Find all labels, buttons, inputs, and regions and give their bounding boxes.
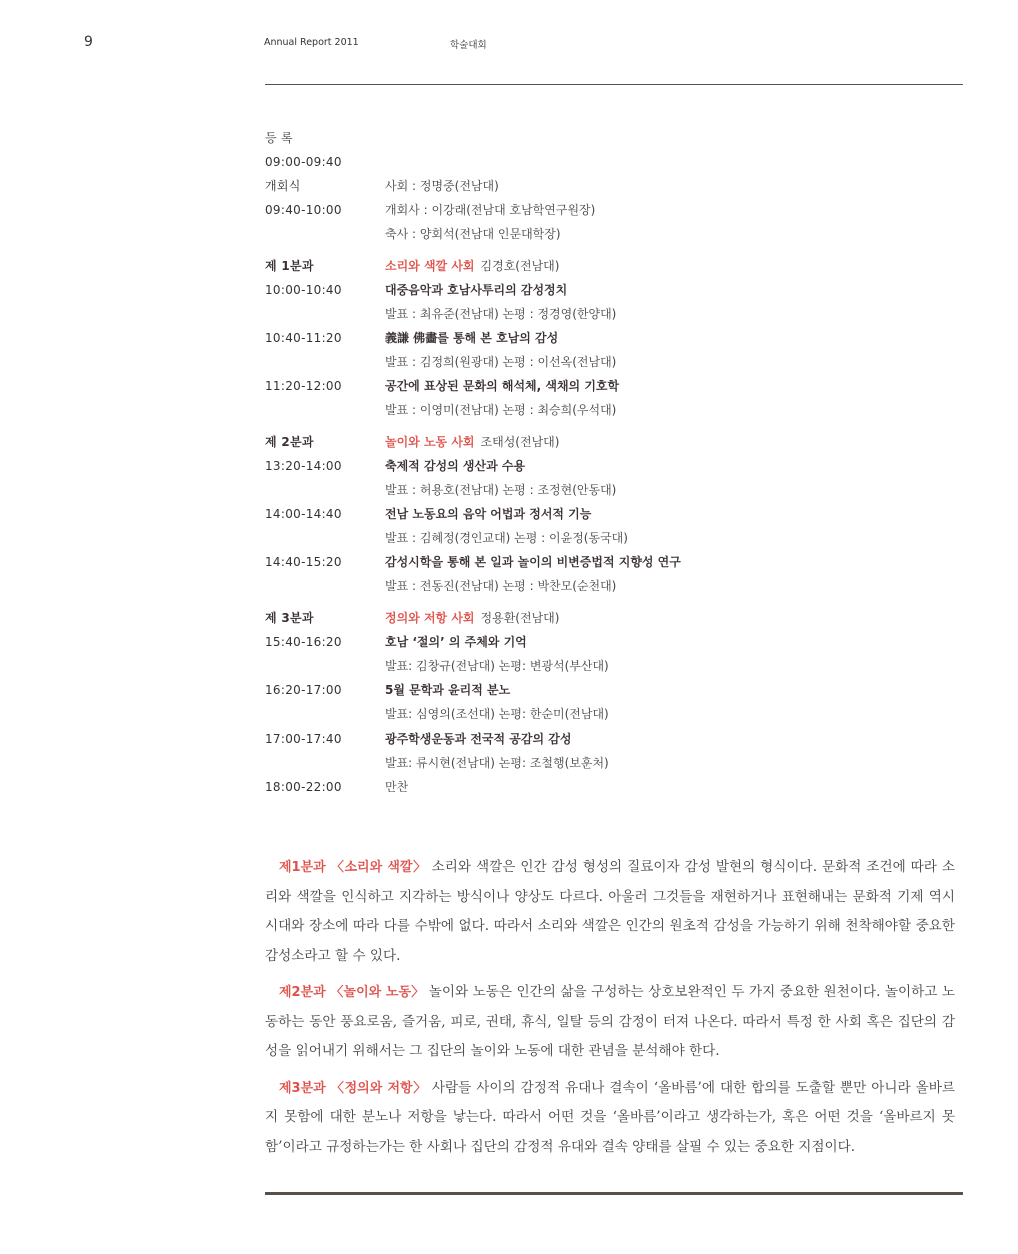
session-label: 제 3분과 xyxy=(265,611,314,625)
program-detail: 발표 : 김혜정(경인교대) 논평 : 이윤정(동국대) xyxy=(385,531,628,545)
schedule-row xyxy=(265,552,963,572)
running-section: 학술대회 xyxy=(450,40,487,51)
running-title: Annual Report 2011 xyxy=(264,37,359,48)
schedule-row xyxy=(265,128,963,148)
schedule-row xyxy=(265,224,963,244)
program-detail: 축사 : 양회석(전남대 인문대학장) xyxy=(385,227,561,241)
schedule-row xyxy=(265,704,963,724)
paper-title: 감성시학을 통해 본 일과 놀이의 비변증법적 지향성 연구 xyxy=(385,555,681,569)
program-detail: 발표 : 전동진(전남대) 논평 : 박찬모(순천대) xyxy=(385,579,617,593)
time-slot: 14:00-14:40 xyxy=(265,507,342,521)
schedule-row xyxy=(265,656,963,676)
schedule-row xyxy=(265,632,963,652)
program-detail: 발표 : 김정희(원광대) 논평 : 이선옥(전남대) xyxy=(385,355,617,369)
session-chair: 김경호(전남대) xyxy=(480,259,560,273)
program-detail: 발표 : 최유준(전남대) 논평 : 정경영(한양대) xyxy=(385,307,617,321)
bottom-rule xyxy=(265,1192,963,1195)
program-detail: 발표: 심영의(조선대) 논평: 한순미(전남대) xyxy=(385,707,609,721)
session-header-row xyxy=(265,256,963,276)
time-slot: 10:00-10:40 xyxy=(265,283,342,297)
session-chair: 정용환(전남대) xyxy=(480,611,560,625)
program-detail: 사회 : 정명중(전남대) xyxy=(385,179,499,193)
summary-lead: 제2분과 〈놀이와 노동〉 xyxy=(279,985,425,1000)
session-label: 제 2분과 xyxy=(265,435,314,449)
session-theme: 소리와 색깔 사회 xyxy=(385,259,475,273)
page-number: 9 xyxy=(84,34,93,50)
time-slot: 09:40-10:00 xyxy=(265,203,342,217)
time-slot: 11:20-12:00 xyxy=(265,379,342,393)
time-slot: 14:40-15:20 xyxy=(265,555,342,569)
session-title xyxy=(385,432,559,452)
summary-text: 소리와 색깔은 인간 감성 형성의 질료이자 감성 발현의 형식이다. 문화적 조건에 따라 소리와 색깔을 인식하고 지각하는 방식이나 양상도 다르다. 아울러 그것들을 재현하거나 표현해내는 문화적 기제 역시 시대와 장소에 따라 다를 수밖에 없다. 따라서 소리와 색깔은 인간의 원초적 감성을 가능하기 위해 천착해야할 중요한 감성소라고 할 수 있다. xyxy=(265,859,955,964)
time-slot: 10:40-11:20 xyxy=(265,331,342,345)
schedule-row xyxy=(265,400,963,420)
time-slot: 16:20-17:00 xyxy=(265,683,342,697)
session-theme: 놀이와 노동 사회 xyxy=(385,435,475,449)
time-slot: 17:00-17:40 xyxy=(265,732,342,746)
schedule-row xyxy=(265,456,963,476)
paper-title: 전남 노동요의 음악 어법과 정서적 기능 xyxy=(385,507,592,521)
paper-title: 공간에 표상된 문화의 해석체, 색채의 기호학 xyxy=(385,379,620,393)
session-summaries xyxy=(265,853,955,1169)
session-title xyxy=(385,256,559,276)
session-label: 제 1분과 xyxy=(265,259,314,273)
session-theme: 정의와 저항 사회 xyxy=(385,611,475,625)
time-slot: 13:20-14:00 xyxy=(265,459,342,473)
schedule-row xyxy=(265,352,963,372)
schedule-row xyxy=(265,280,963,300)
time-slot: 개회식 xyxy=(265,179,301,193)
summary-text: 사람들 사이의 감정적 유대나 결속이 ‘올바름’에 대한 합의를 도출할 뿐만 아니라 올바르지 못함에 대한 분노나 저항을 낳는다. 따라서 어떤 것을 ‘올바름’이라고 생각하는가, 혹은 어떤 것을 ‘올바르지 못함’이라고 규정하는가는 한 사회나 집단의 감정적 유대와 결속 양태를 살필 수 있는 중요한 지점이다. xyxy=(265,1079,955,1155)
paper-title: 5월 문학과 윤리적 분노 xyxy=(385,683,511,697)
paper-title: 義謙 佛畵를 통해 본 호남의 감성 xyxy=(385,331,559,345)
schedule-row xyxy=(265,504,963,524)
schedule-row xyxy=(265,328,963,348)
paper-title: 광주학생운동과 전국적 공감의 감성 xyxy=(385,732,572,746)
summary-lead: 제3분과 〈정의와 저항〉 xyxy=(279,1080,427,1096)
time-slot: 18:00-22:00 xyxy=(265,780,342,794)
schedule-row xyxy=(265,576,963,596)
program-detail: 발표: 류시현(전남대) 논평: 조철행(보훈처) xyxy=(385,756,609,770)
summary-paragraph xyxy=(265,1074,955,1163)
schedule-row xyxy=(265,480,963,500)
top-rule xyxy=(265,84,963,85)
schedule-row xyxy=(265,680,963,700)
program-detail: 만찬 xyxy=(385,780,409,794)
program-detail: 발표: 김창규(전남대) 논평: 변광석(부산대) xyxy=(385,659,609,673)
schedule-row xyxy=(265,200,963,220)
time-slot: 등 록 xyxy=(265,131,293,145)
time-slot: 15:40-16:20 xyxy=(265,635,342,649)
schedule-row xyxy=(265,753,963,773)
session-title xyxy=(385,608,559,628)
schedule-row xyxy=(265,176,963,196)
summary-text: 놀이와 노동은 인간의 삶을 구성하는 상호보완적인 두 가지 중요한 원천이다. 놀이하고 노동하는 동안 풍요로움, 즐거움, 피로, 권태, 휴식, 일탈 등의 감정이 터져 나온다. 따라서 특정 한 사회 혹은 집단의 감성을 읽어내기 위해서는 그 집단의 놀이와 노동에 대한 관념을 분석해야 한다. xyxy=(265,984,955,1059)
schedule-row xyxy=(265,729,963,749)
session-header-row xyxy=(265,608,963,628)
session-header-row xyxy=(265,432,963,452)
paper-title: 대중음악과 호남사투리의 감성정치 xyxy=(385,283,568,297)
session-chair: 조태성(전남대) xyxy=(480,435,560,449)
paper-title: 축제적 감성의 생산과 수용 xyxy=(385,459,526,473)
program-detail: 발표 : 이영미(전남대) 논평 : 최승희(우석대) xyxy=(385,403,617,417)
schedule-row xyxy=(265,528,963,548)
summary-lead: 제1분과 〈소리와 색깔〉 xyxy=(279,860,427,875)
summary-paragraph xyxy=(265,978,955,1067)
schedule-row xyxy=(265,152,963,172)
program-detail: 개회사 : 이강래(전남대 호남학연구원장) xyxy=(385,203,596,217)
paper-title: 호남 ‘절의’ 의 주체와 기억 xyxy=(385,635,527,649)
schedule-row xyxy=(265,304,963,324)
schedule-row xyxy=(265,777,963,797)
program-detail: 발표 : 허용호(전남대) 논평 : 조정현(안동대) xyxy=(385,483,617,497)
time-slot: 09:00-09:40 xyxy=(265,155,342,169)
schedule-row xyxy=(265,376,963,396)
summary-paragraph xyxy=(265,853,955,971)
